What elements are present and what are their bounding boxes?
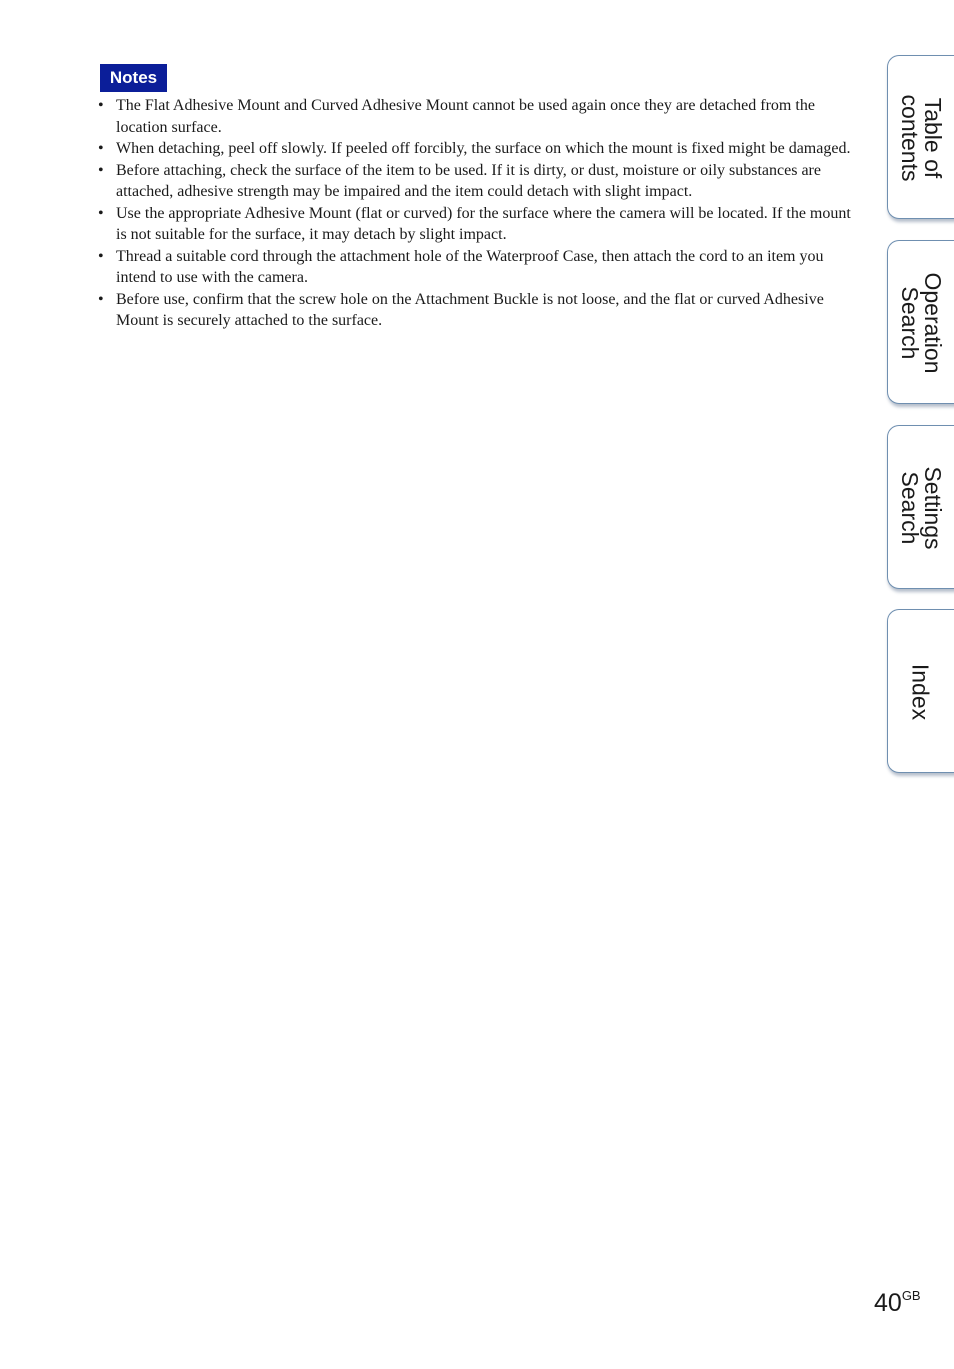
bullet: • bbox=[98, 161, 104, 179]
tab-label-line1: Table of bbox=[920, 97, 946, 179]
notes-heading: Notes bbox=[100, 64, 167, 92]
bullet: • bbox=[98, 204, 104, 222]
tab-settings-search[interactable] bbox=[887, 425, 954, 589]
page-number bbox=[874, 1288, 921, 1318]
tab-label-line2: Search bbox=[897, 286, 923, 360]
tab-label-line1: Operation bbox=[920, 272, 946, 374]
list-item bbox=[98, 289, 860, 332]
note-text: Thread a suitable cord through the attachment hole of the Waterproof Case, then attach the cord to an item you intend to use with the camera. bbox=[116, 247, 824, 286]
tab-label bbox=[909, 664, 932, 720]
tab-label bbox=[898, 466, 944, 549]
note-text: Use the appropriate Adhesive Mount (flat or curved) for the surface where the camera will be located. If the mount is not suitable for the surface, it may detach by slight impact. bbox=[116, 204, 851, 243]
notes-list bbox=[98, 95, 860, 332]
tab-label-line2: contents bbox=[897, 94, 923, 182]
bullet: • bbox=[98, 247, 104, 265]
tab-label bbox=[898, 95, 944, 182]
bullet: • bbox=[98, 97, 104, 114]
tab-operation-search[interactable] bbox=[887, 240, 954, 404]
list-item bbox=[98, 203, 860, 246]
note-text: The Flat Adhesive Mount and Curved Adhesive Mount cannot be used again once they are detached from the location surface. bbox=[116, 97, 815, 136]
bullet: • bbox=[98, 290, 104, 308]
note-text: Before use, confirm that the screw hole on the Attachment Buckle is not loose, and the flat or curved Adhesive Mount is securely attached to the surface. bbox=[116, 290, 824, 329]
list-item bbox=[98, 160, 860, 203]
tab-label-line1: Index bbox=[907, 663, 934, 721]
tab-label-line1: Settings bbox=[920, 466, 946, 550]
page-number-suffix: GB bbox=[901, 1288, 921, 1303]
tab-table-of-contents[interactable] bbox=[887, 55, 954, 219]
tab-index[interactable] bbox=[887, 609, 954, 773]
page-number-value: 40 bbox=[874, 1289, 902, 1317]
list-item bbox=[98, 138, 860, 160]
list-item bbox=[98, 95, 860, 138]
note-text: When detaching, peel off slowly. If peeled off forcibly, the surface on which the mount is fixed might be damaged. bbox=[116, 140, 851, 157]
tab-label-line2: Search bbox=[897, 471, 923, 545]
tab-label bbox=[898, 272, 944, 373]
bullet: • bbox=[98, 140, 104, 157]
list-item bbox=[98, 246, 860, 289]
note-text: Before attaching, check the surface of the item to be used. If it is dirty, or dust, moisture or oily substances are attached, adhesive strength may be impaired and the item could detach with slight impact. bbox=[116, 161, 821, 200]
